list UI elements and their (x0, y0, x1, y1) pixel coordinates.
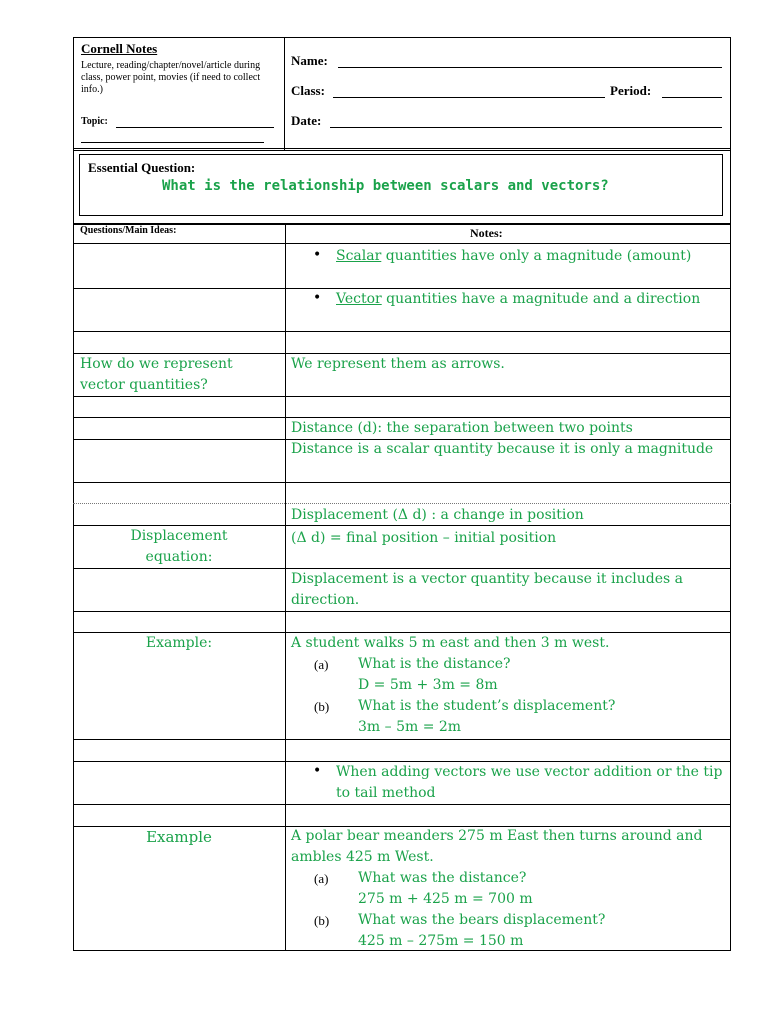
note-distance-scalar: Distance is a scalar quantity because it is only a magnitude (291, 441, 714, 457)
example1-intro: A student walks 5 m east and then 3 m west. (291, 635, 610, 651)
class-label: Class: (291, 83, 325, 98)
header-divider (284, 38, 285, 150)
example2-b-question: What was the bears displacement? (358, 912, 606, 928)
question-displacement-equation: Displacement equation: (130, 528, 228, 565)
example2-a-marker: (a) (314, 871, 329, 886)
example1-a-question: What is the distance? (358, 656, 511, 672)
note-scalar (336, 246, 726, 267)
vector-text: quantities have a magnitude and a direction (381, 291, 701, 307)
row-line (73, 396, 731, 397)
note-arrows: We represent them as arrows. (291, 356, 505, 372)
questions-column-header: Questions/Main Ideas: (80, 225, 177, 236)
row-line (73, 243, 731, 244)
notes-column-header: Notes: (470, 226, 503, 240)
question-example-2: Example (146, 828, 212, 846)
bullet-icon: • (313, 247, 322, 263)
note-displacement-def: Displacement (Δ d) : a change in position (291, 507, 584, 523)
example1-b-marker: (b) (314, 699, 330, 714)
scalar-text: quantities have only a magnitude (amount) (381, 248, 692, 264)
note-vector (336, 289, 726, 310)
note-distance-def: Distance (d): the separation between two points (291, 420, 633, 436)
cornell-description: Lecture, reading/chapter/novel/article during class, power point, movies (if need to collect info.) (81, 60, 261, 95)
name-label: Name: (291, 53, 328, 68)
note-vector-addition: When adding vectors we use vector addition or the tip to tail method (336, 764, 723, 801)
period-field[interactable] (662, 97, 722, 98)
note-displacement-equation: (Δ d) = final position – initial position (291, 530, 557, 546)
row-line (73, 611, 731, 612)
example1-a-answer: D = 5m + 3m = 8m (358, 677, 498, 693)
topic-field-line[interactable] (116, 127, 274, 128)
essential-question-text: What is the relationship between scalars and vectors? (162, 178, 609, 194)
scalar-term: Scalar (336, 248, 382, 264)
bullet-icon: • (313, 290, 322, 306)
class-field[interactable] (333, 97, 605, 98)
row-line (73, 482, 731, 483)
column-divider (285, 225, 286, 950)
essential-question-label: Essential Question: (88, 160, 196, 175)
topic-field-line-2[interactable] (81, 142, 264, 143)
name-field[interactable] (338, 67, 722, 68)
example1-a-marker: (a) (314, 657, 329, 672)
row-line (73, 331, 731, 332)
question-represent-vectors: How do we represent vector quantities? (80, 356, 233, 393)
cornell-title: Cornell Notes (81, 41, 158, 56)
example2-b-marker: (b) (314, 913, 330, 928)
example2-a-answer: 275 m + 425 m = 700 m (358, 891, 533, 907)
example2-intro: A polar bear meanders 275 m East then turns around and ambles 425 m West. (291, 828, 703, 865)
period-label: Period: (610, 83, 652, 98)
question-example-1: Example: (145, 635, 213, 651)
example2-b-answer: 425 m – 275m = 150 m (358, 933, 524, 949)
bullet-icon: • (313, 763, 322, 779)
topic-label: Topic: (81, 116, 108, 127)
row-line (73, 503, 731, 504)
note-displacement-vector: Displacement is a vector quantity because it includes a direction. (291, 571, 684, 608)
date-label: Date: (291, 113, 322, 128)
vector-term: Vector (336, 291, 382, 307)
example1-b-question: What is the student’s displacement? (358, 698, 616, 714)
row-line (73, 804, 731, 805)
row-line (73, 739, 731, 740)
example2-a-question: What was the distance? (358, 870, 527, 886)
example1-b-answer: 3m – 5m = 2m (358, 719, 462, 735)
date-field[interactable] (330, 127, 722, 128)
